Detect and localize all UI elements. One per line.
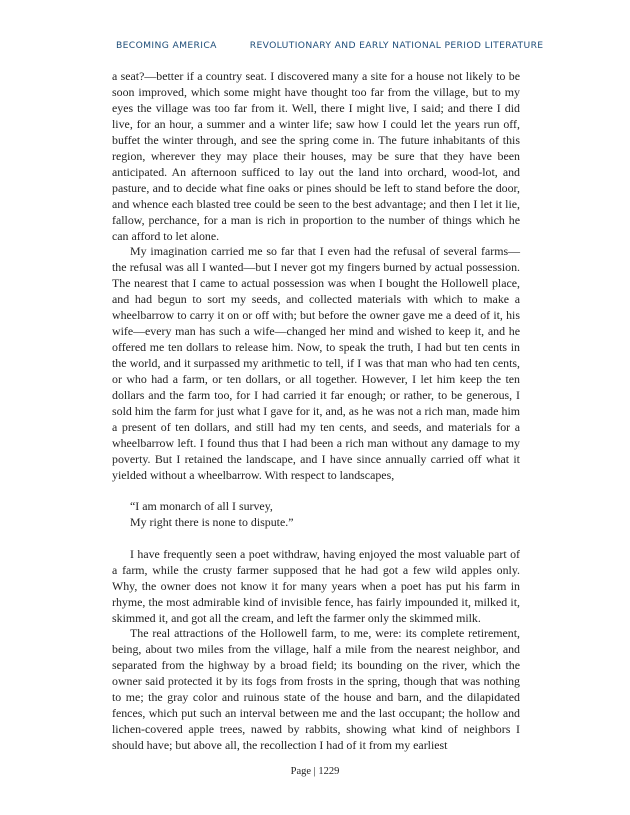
running-header bbox=[116, 40, 544, 51]
paragraph-4: The real attractions of the Hollowell farm, to me, were: its complete retirement, being, about two miles from the village, half a mile from the nearest neighbor, and separated from the highway by a broad field; its bounding on the river, which the owner said protected it by its fogs from frosts in the spring, though that was nothing to me; the gray color and ruinous state of the house and barn, and the dilapidated fences, which put such an interval between me and the last occupant; the hollow and lichen-covered apple trees, nawed by rabbits, showing what kind of neighbors I should have; but above all, the recollection I had of it from my earliest bbox=[112, 626, 520, 753]
header-book-title: BECOMING AMERICA bbox=[116, 40, 217, 51]
verse-quote bbox=[130, 499, 520, 531]
page-body bbox=[112, 69, 520, 754]
verse-line-1: “I am monarch of all I survey, bbox=[130, 498, 273, 513]
paragraph-3: I have frequently seen a poet withdraw, having enjoyed the most valuable part of a farm, while the crusty farmer supposed that he had got a few wild apples only. Why, the owner does not know it for many years when a poet has put his farm in rhyme, the most admirable kind of invisible fence, has fairly impounded it, milked it, skimmed it, and got all the cream, and left the farmer only the skimmed milk. bbox=[112, 546, 520, 625]
header-section-title: REVOLUTIONARY AND EARLY NATIONAL PERIOD LITERATURE bbox=[249, 40, 544, 51]
page-number: Page | 1229 bbox=[290, 766, 340, 777]
verse-line-2: My right there is none to dispute.” bbox=[130, 514, 294, 529]
paragraph-2: My imagination carried me so far that I even had the refusal of several farms—the refusal was all I wanted—but I never got my fingers burned by actual possession. The nearest that I came to actual possession was when I bought the Hollowell place, and had begun to sort my seeds, and collected materials with which to make a wheelbarrow to carry it on or off with; but before the owner gave me a deed of it, his wife—every man has such a wife—changed her mind and wished to keep it, and he offered me ten dollars to release him. Now, to speak the truth, I had but ten cents in the world, and it surpassed my arithmetic to tell, if I was that man who had ten cents, or who had a farm, or ten dollars, or all together. However, I let him keep the ten dollars and the farm too, for I had carried it far enough; or rather, to be generous, I sold him the farm for just what I gave for it, and, as he was not a rich man, made him a present of ten dollars, and still had my ten cents, and seeds, and materials for a wheelbarrow left. I found thus that I had been a rich man without any damage to my poverty. But I retained the landscape, and I have since annually carried off what it yielded without a wheelbarrow. With respect to landscapes, bbox=[112, 244, 520, 482]
paragraph-1: a seat?—better if a country seat. I discovered many a site for a house not likely to be soon improved, which some might have thought too far from the village, but to my eyes the village was too far from it. Well, there I might live, I said; and there I did live, for an hour, a summer and a winter life; saw how I could let the years run off, buffet the winter through, and see the spring come in. The future inhabitants of this region, wherever they may place their houses, may be sure that they have been anticipated. An afternoon sufficed to lay out the land into orchard, wood-lot, and pasture, and to decide what fine oaks or pines should be left to stand before the door, and whence each blasted tree could be seen to the best advantage; and then I let it lie, fallow, perchance, for a man is rich in proportion to the number of things which he can afford to let alone. bbox=[112, 69, 520, 243]
